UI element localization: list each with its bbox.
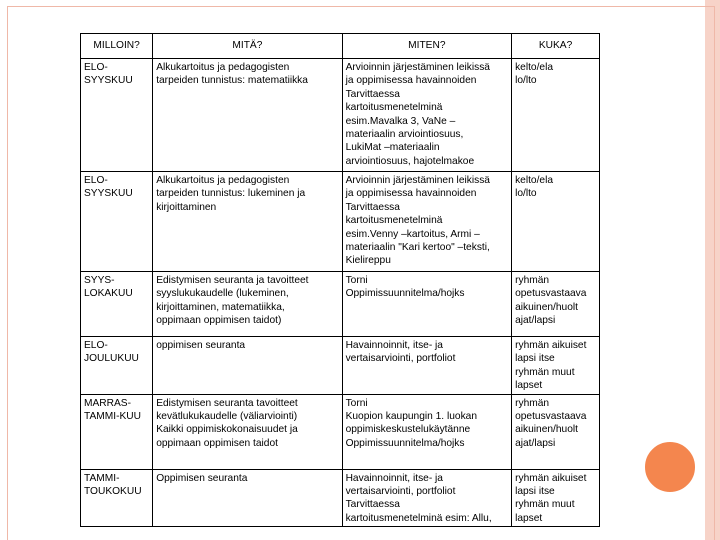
assessment-schedule-table — [80, 33, 600, 527]
cell-what — [153, 337, 342, 395]
cell-how — [342, 469, 512, 527]
cell-who — [512, 469, 600, 527]
cell-line: ja oppimisessa havainnoiden — [345, 188, 477, 200]
cell-line: JOULUKUU — [84, 353, 139, 365]
cell-when — [81, 172, 153, 272]
cell-line: SYYS- — [84, 275, 115, 286]
cell-what — [153, 469, 342, 527]
cell-line: oppimaan oppimisen taidot) — [156, 315, 282, 327]
cell-line: vertaisarviointi, portfoliot — [345, 353, 456, 365]
cell-line: LukiMat –materiaalin — [345, 142, 440, 154]
cell-line: ELO-SYYSKUU — [84, 62, 133, 87]
cell-line: Kielireppu — [345, 255, 391, 267]
cell-line: kirjoittaminen, matematiikka, — [156, 301, 285, 313]
cell-line: Alkukartoitus ja pedagogisten — [156, 62, 290, 73]
cell-line: kelto/ela — [515, 175, 554, 186]
cell-line: kartoitusmenetelminä — [345, 102, 443, 114]
cell-line: ajat/lapsi — [515, 315, 556, 327]
table-row — [81, 59, 600, 172]
cell-line: oppimisen seuranta — [156, 340, 246, 351]
cell-line: Kuopion kaupungin 1. luokan — [345, 411, 477, 423]
cell-line: Oppimissuunnitelma/hojks — [345, 288, 465, 300]
cell-what — [153, 172, 342, 272]
table-row — [81, 272, 600, 337]
header-when: MILLOIN? — [81, 34, 153, 59]
cell-line: Havainnoinnit, itse- ja — [345, 472, 443, 484]
cell-line: Oppimissuunnitelma/hojks — [345, 437, 465, 449]
cell-line: materiaalin "Kari kertoo" –teksti, — [345, 242, 490, 254]
decorative-circle — [640, 437, 700, 497]
cell-line: Kaikki oppimiskokonaisuudet ja — [156, 424, 298, 436]
cell-line: Torni — [345, 275, 368, 286]
cell-line: ajat/lapsi — [515, 437, 556, 449]
cell-line: lapset — [515, 380, 543, 392]
cell-line: kartoitusmenetelminä — [345, 215, 443, 227]
cell-line: aikuinen/huolt — [515, 424, 578, 436]
cell-line: Arvioinnin järjestäminen leikissä — [345, 175, 490, 186]
cell-line: aikuinen/huolt — [515, 301, 578, 313]
cell-who — [512, 172, 600, 272]
header-what: MITÄ? — [153, 34, 342, 59]
cell-what — [153, 59, 342, 172]
cell-line: lapsi itse — [515, 353, 555, 365]
cell-line: lapsi itse — [515, 486, 555, 498]
cell-line: ryhmän muut — [515, 499, 575, 511]
cell-line: ryhmän aikuiset — [515, 340, 587, 351]
cell-who — [512, 394, 600, 469]
cell-line: ryhmän muut — [515, 366, 575, 378]
cell-line: Torni — [345, 397, 368, 409]
cell-line: oppimiskeskustelukäytänne — [345, 424, 471, 436]
header-how: MITEN? — [342, 34, 512, 59]
cell-line: ja oppimisessa havainnoiden — [345, 75, 477, 87]
cell-line: kirjoittaminen — [156, 201, 217, 213]
cell-line: Tarvittaessa — [345, 499, 400, 511]
cell-how — [342, 394, 512, 469]
cell-when — [81, 394, 153, 469]
cell-line: tarpeiden tunnistus: lukeminen ja — [156, 188, 306, 200]
cell-line: lapset — [515, 512, 543, 524]
cell-line: Tarvittaessa — [345, 201, 400, 213]
cell-line: lo/lto — [515, 188, 537, 200]
cell-line: ryhmän — [515, 275, 550, 286]
cell-line: LOKAKUU — [84, 288, 133, 300]
cell-how — [342, 59, 512, 172]
cell-line: ryhmän — [515, 397, 550, 409]
cell-when — [81, 469, 153, 527]
cell-line: Edistymisen seuranta ja tavoitteet — [156, 275, 309, 286]
cell-how — [342, 172, 512, 272]
cell-line: ryhmän aikuiset — [515, 472, 587, 484]
cell-how — [342, 337, 512, 395]
cell-line: kartoitusmenetelminä esim: Allu, — [345, 512, 492, 524]
cell-how — [342, 272, 512, 337]
table-row — [81, 394, 600, 469]
cell-line: Edistymisen seuranta tavoitteet — [156, 397, 298, 409]
cell-when — [81, 337, 153, 395]
cell-line: MARRAS- — [84, 397, 131, 409]
cell-line: Arvioinnin järjestäminen leikissä — [345, 62, 490, 73]
cell-line: oppimaan oppimisen taidot — [156, 437, 278, 449]
cell-who — [512, 272, 600, 337]
cell-line: TAMMI- — [84, 472, 120, 484]
cell-line: materiaalin arviointiosuus, — [345, 129, 464, 141]
table-row — [81, 172, 600, 272]
cell-line: Havainnoinnit, itse- ja — [345, 340, 443, 351]
cell-line: Oppimisen seuranta — [156, 472, 248, 484]
cell-line: tarpeiden tunnistus: matematiikka — [156, 75, 308, 87]
cell-line: syyslukukaudelle (lukeminen, — [156, 288, 289, 300]
cell-line: ELO- — [84, 340, 108, 351]
cell-line: opetusvastaava — [515, 411, 587, 423]
table-row — [81, 469, 600, 527]
table-header-row — [81, 34, 600, 59]
cell-line: vertaisarviointi, portfoliot — [345, 486, 456, 498]
header-who: KUKA? — [512, 34, 600, 59]
cell-line: ELO-SYYSKUU — [84, 175, 133, 200]
cell-who — [512, 59, 600, 172]
cell-line: esim.Venny –kartoitus, Armi – — [345, 228, 480, 240]
cell-line: arviointiosuus, hajotelmakoe — [345, 155, 475, 167]
cell-line: kelto/ela — [515, 62, 554, 73]
cell-line: Alkukartoitus ja pedagogisten — [156, 175, 290, 186]
cell-line: opetusvastaava — [515, 288, 587, 300]
cell-line: esim.Mavalka 3, VaNe – — [345, 115, 456, 127]
cell-line: Tarvittaessa — [345, 88, 400, 100]
cell-when — [81, 272, 153, 337]
table-row — [81, 337, 600, 395]
cell-who — [512, 337, 600, 395]
cell-line: TOUKOKUU — [84, 486, 142, 498]
cell-what — [153, 272, 342, 337]
cell-line: TAMMI-KUU — [84, 411, 141, 423]
cell-when — [81, 59, 153, 172]
cell-line: lo/lto — [515, 75, 537, 87]
cell-line: kevätlukukaudelle (väliarviointi) — [156, 411, 298, 423]
cell-what — [153, 394, 342, 469]
